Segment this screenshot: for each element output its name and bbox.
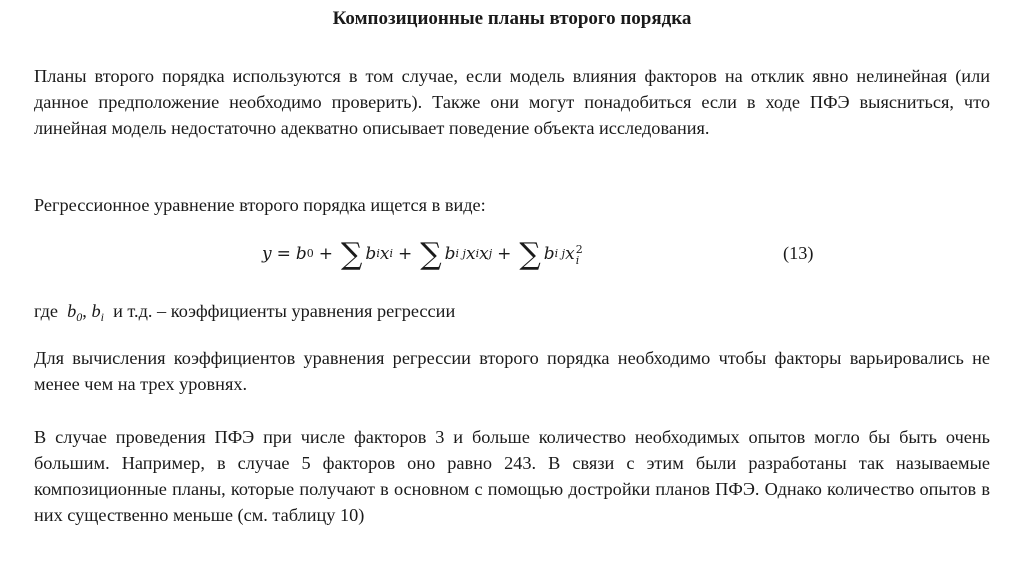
- slide-title: Композиционные планы второго порядка: [332, 8, 692, 29]
- eq-xi-squared-sub: i: [575, 254, 580, 267]
- coef-b0-sub: 0: [76, 310, 83, 324]
- eq-bij: b: [444, 244, 456, 264]
- eq-xi2: x: [465, 244, 476, 264]
- eq-xi-squared-sup: 2: [575, 243, 583, 256]
- paragraph-levels: Для вычисления коэффициентов уравнения регрессии второго порядка необходимо чтобы факторы варьировались не менее чем на трех уровнях.: [34, 348, 990, 394]
- equation-number: (13): [783, 243, 814, 263]
- paragraph-regression-intro: Регрессионное уравнение второго порядка ищется в виде:: [34, 195, 486, 215]
- eq-b0: b: [295, 244, 307, 264]
- coefficients-note: [34, 298, 455, 324]
- eq-xi-squared: x: [565, 244, 575, 264]
- where-prefix: где: [34, 301, 59, 321]
- paragraph-composite-plans: В случае проведения ПФЭ при числе факторов 3 и больше количество необходимых опытов могло бы быть очень большим. Например, в случае 5 факторов оно равно 243. В связи с этим были разработаны так называемые композиционные планы, которые получают в основном с помощью достройки планов ПФЭ. Однако количество опытов в них существенно меньше (см. таблицу 10): [34, 427, 990, 525]
- sum-symbol-2: ∑: [420, 237, 442, 272]
- eq-xi: x: [379, 244, 390, 264]
- sum-symbol-1: ∑: [341, 237, 363, 272]
- coef-comma: ,: [82, 301, 87, 321]
- sum-symbol-3: ∑: [519, 237, 541, 272]
- eq-bi: b: [365, 244, 377, 264]
- where-rest: и т.д. – коэффициенты уравнения регрессии: [113, 301, 456, 321]
- eq-y: y: [262, 244, 272, 264]
- eq-bij-2: b: [543, 244, 555, 264]
- eq-xi-squared-indices: [576, 244, 583, 266]
- eq-plus-1: +: [318, 244, 333, 264]
- eq-xj: x: [479, 244, 489, 264]
- coef-bi: b: [91, 301, 101, 321]
- eq-plus-2: +: [397, 244, 413, 264]
- eq-equals: =: [276, 244, 291, 264]
- coef-b0: b: [67, 301, 77, 321]
- eq-plus-3: +: [497, 244, 512, 264]
- coef-bi-sub: i: [100, 310, 104, 324]
- regression-equation: y = b 0 + ∑ b i x i + ∑ b i j x i x j + ∑ b i j x 2 i: [262, 237, 583, 272]
- paragraph-intro: Планы второго порядка используются в том случае, если модель влияния факторов на отклик явно нелинейная (или данное предположение необходимо проверить). Также они могут понадобиться если в ходе ПФЭ выясниться, что линейная модель недостаточно адекватно описывает поведение объекта исследования.: [34, 66, 990, 138]
